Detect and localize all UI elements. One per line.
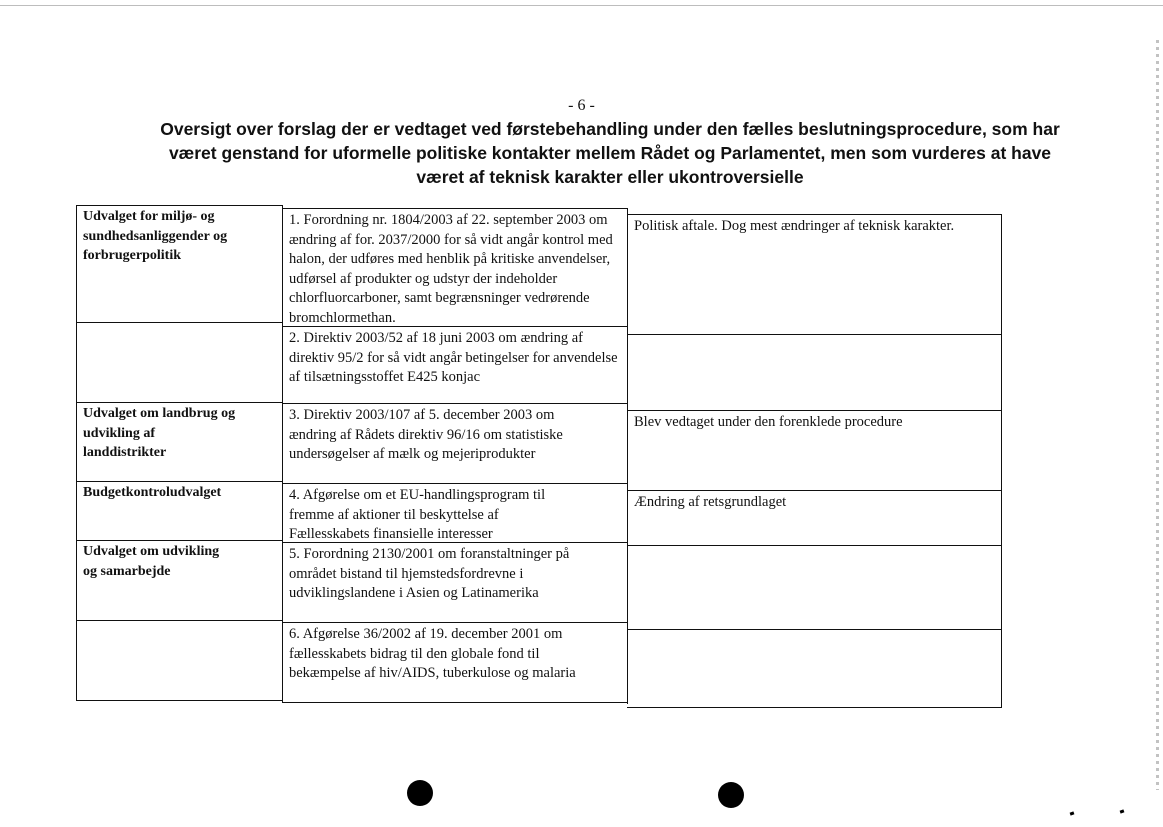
committee-cell: Budgetkontroludvalget (83, 485, 222, 500)
scan-edge-line (0, 5, 1163, 6)
page-number: - 6 - (568, 97, 595, 114)
note-cell (628, 630, 1001, 707)
scan-speck (1070, 811, 1075, 815)
punch-hole-left (407, 780, 433, 806)
note-cell: Blev vedtaget under den forenklede procedure (634, 414, 903, 430)
committee-cell: Udvalget for miljø- og sundhedsanliggender og forbrugerpolitik (83, 209, 228, 263)
proposal-cell: 5. Forordning 2130/2001 om foranstaltninger på området bistand til hjemstedsfordrevne i udviklingslandene i Asien og Latinamerika (289, 546, 570, 601)
table-border-right (1001, 214, 1002, 708)
proposal-cell: 6. Afgørelse 36/2002 af 19. december 2001 om fællesskabets bidrag til den globale fond til bekæmpelse af hiv/AIDS, tuberkulose og malaria (289, 626, 576, 681)
committee-cell: Udvalget om landbrug og udvikling af landdistrikter (83, 406, 236, 460)
table-border-bottom (76, 700, 282, 701)
proposal-cell: 1. Forordning nr. 1804/2003 af 22. september 2003 om ændring af for. 2037/2000 for så vidt angår kontrol med halon, der udføres med henblik på kritiske anvendelser, udførsel af produkter og udstyr der indeholder chlorfluorcarboner, samt begrænsninger vedrørende bromchlormethan. (289, 212, 613, 326)
note-cell: Ændring af retsgrundlaget (634, 494, 787, 510)
note-cell: Politisk aftale. Dog mest ændringer af teknisk karakter. (634, 218, 955, 234)
committee-cell (77, 323, 282, 402)
committee-cell: Udvalget om udvikling og samarbejde (83, 544, 220, 579)
scan-edge-margin (1156, 40, 1159, 790)
note-cell (628, 335, 1001, 410)
proposal-cell: 3. Direktiv 2003/107 af 5. december 2003 om ændring af Rådets direktiv 96/16 om statistiske undersøgelser af mælk og mejeriprodukter (289, 407, 563, 462)
title-line-1: Oversigt over forslag der er vedtaget ved førstebehandling under den fælles beslutningsprocedure, som har (160, 119, 1060, 139)
scan-speck (1120, 809, 1125, 813)
title-line-3: været af teknisk karakter eller ukontroversielle (416, 167, 804, 187)
table-border-bottom (282, 702, 627, 703)
committee-cell (77, 621, 282, 700)
note-cell (628, 546, 1001, 629)
punch-hole-right (718, 782, 744, 808)
title-line-2: været genstand for uformelle politiske kontakter mellem Rådet og Parlamentet, men som vurderes at have (168, 143, 1052, 163)
proposal-cell: 2. Direktiv 2003/52 af 18 juni 2003 om ændring af direktiv 95/2 for så vidt angår betingelser for anvendelse af tilsætningsstoffet E425 konjac (289, 330, 618, 385)
table-border-bottom (627, 707, 1002, 708)
page-title (120, 117, 1100, 189)
proposal-cell: 4. Afgørelse om et EU-handlingsprogram til fremme af aktioner til beskyttelse af Fællesskabets finansielle interesser (289, 487, 546, 542)
